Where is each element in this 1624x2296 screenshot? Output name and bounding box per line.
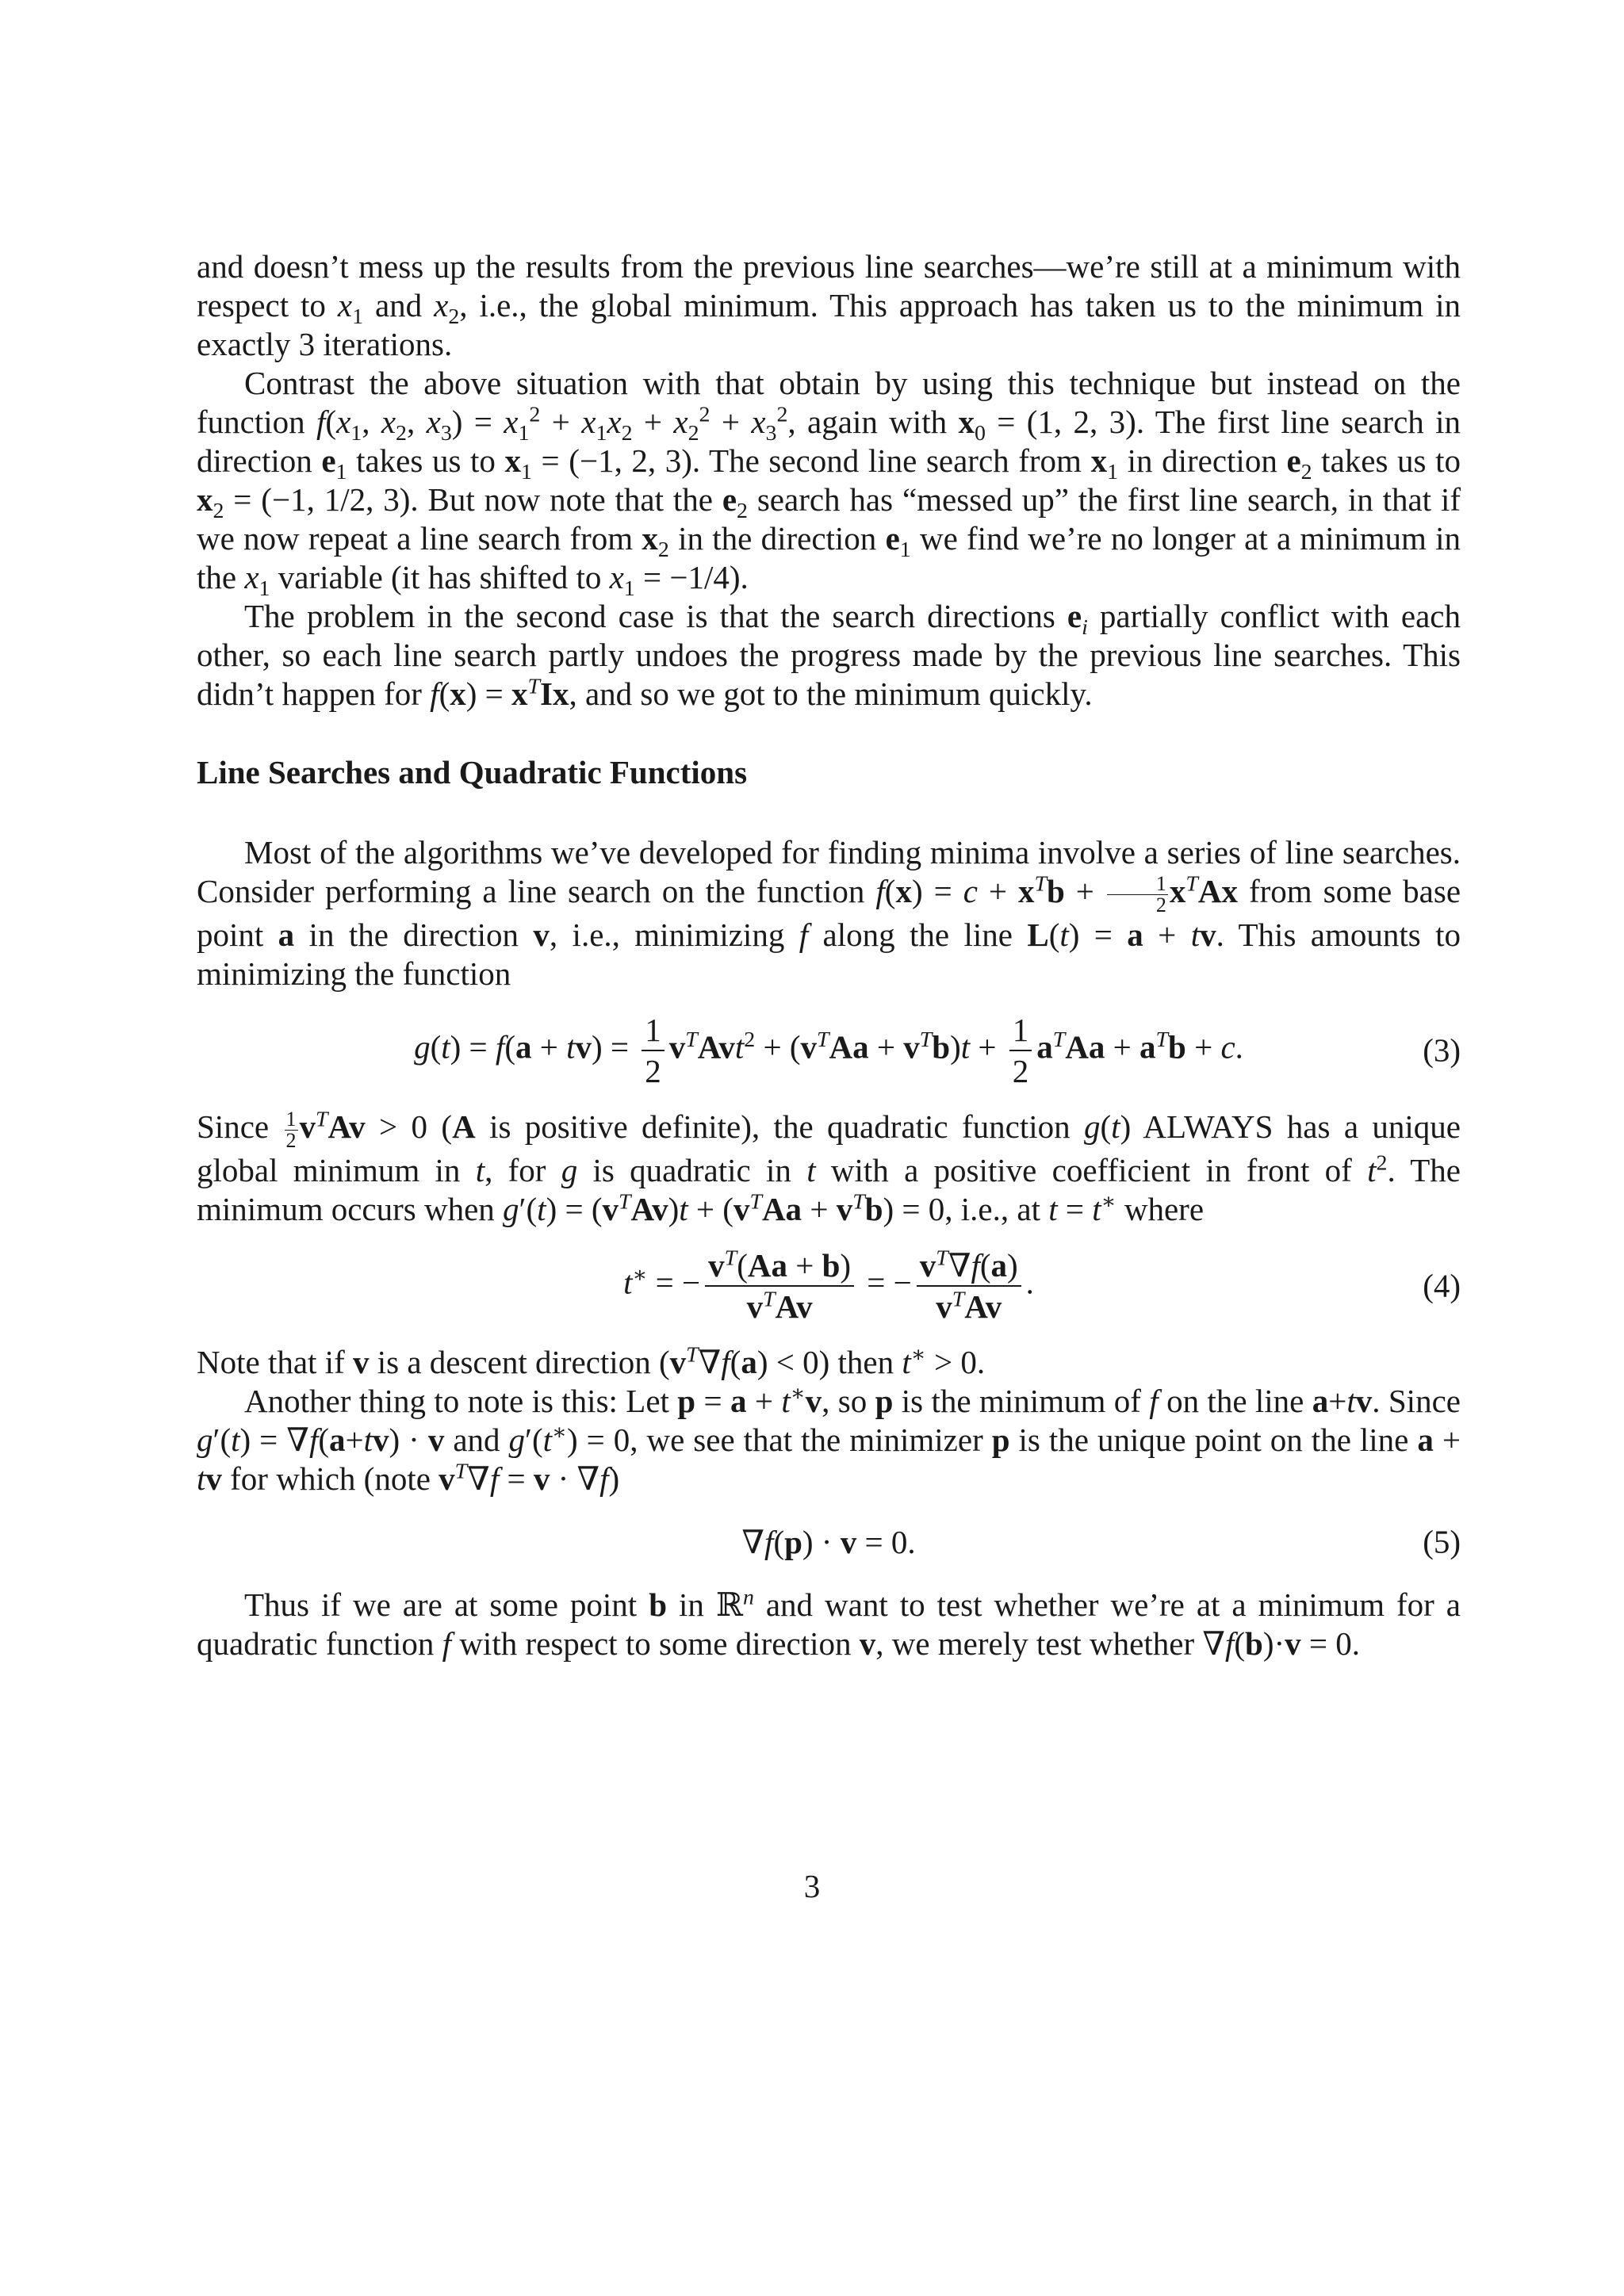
equation-3-number: (3) <box>1423 1031 1461 1069</box>
page-body <box>197 247 1461 1663</box>
paragraph-6: Note that if v is a descent direction $(v^T\nabla f(a) < 0)$ then t∗ > 0. <box>197 1342 986 1381</box>
equation-3: g(t) = f(a + tv) = $\frac{1}{2}$ $v^TAvt^2 + (v^TAa + v^Tb)t$ + $\frac{1}{2}$ $a^TAa + a^Tb + c$. (3) <box>414 1012 1461 1090</box>
paragraph-3: The problem in the second case is that the search directions $e_i$ partially conflict with each other, so each line search partly undoes the progress made by the previous line searches. This didn’t happen for $f(x) = x^TIx$, and so we got to the minimum quickly. <box>197 598 1461 712</box>
paragraph-5: Since $\frac{1}{2}$ $v^TAv > 0$ (A is positive definite), the quadratic function g(t) ALWAYS has a unique global minimum in t, for g is quadratic in t with a positive coefficient in front of $t^2$. The minimum occurs when $g'(t) = (v^TAv)t + (v^TAa + v^Tb) = 0$, i.e., at t = t∗ where <box>197 1107 1461 1228</box>
equation-4-number: (4) <box>1423 1267 1461 1304</box>
paragraph-1: and doesn’t mess up the results from the previous line searches—we’re still at a minimum with respect to $x_1$ and $x_2$, i.e., the global minimum. This approach has taken us to the minimum in exactly 3 iterations. <box>197 248 1461 362</box>
equation-5: ∇f(p) · v = 0. (5) <box>741 1523 1461 1560</box>
equation-5-number: (5) <box>1423 1523 1461 1560</box>
paragraph-8: Thus if we are at some point b in ℝ$^n$ and want to test whether we’re at a minimum for a quadratic function f with respect to some direction v, we merely test whether ∇f(b)·v = 0. <box>197 1585 1461 1663</box>
page-number: 3 <box>803 1868 821 1904</box>
equation-4: t∗ = − $\frac{v^T(Aa + b)}{v^TAv}$ = − $\frac{v^T\nabla f(a)}{v^TAv}$ . (4) <box>623 1246 1461 1326</box>
section-heading: Line Searches and Quadratic Functions <box>197 754 748 790</box>
paragraph-2: Contrast the above situation with that obtain by using this technique but instead on the function $f(x_1$, $x_2$, $x_3) = x_1^2 + x_1x_2 + x_2^2 + x_3^2$, again with $x_0 = (1$, 2, 3). The first line search in direction $e_1$ takes us to $x_1 = (-1$, 2, 3). The second line search from $x_1$ in direction $e_2$ takes us to $x_2 = (-1$, 1/2, 3). But now note that the $e_2$ search has “messed up” the first line search, in that if we now repeat a line search from $x_2$ in the direction $e_1$ we find we’re no longer at a minimum in the $x_1$ variable (it has shifted to $x_1 = -1/4$). <box>197 365 1461 602</box>
paragraph-7: Another thing to note is this: Let p = a + t∗v, so p is the minimum of f on the line a+tv. Since g′(t) = ∇f(a+tv) · v and g′(t∗) = 0, we see that the minimizer p is the unique point on the line a + tv for which (note $v^T\nabla f = v \cdot \nabla f$) <box>197 1381 1461 1498</box>
paragraph-4: Most of the algorithms we’ve developed for finding minima involve a series of line searches. Consider performing a line search on the function $f(x) = c + x^Tb$ + $\frac{1}{2}$ $x^TAx$ from some base point a in the direction v, i.e., minimizing f along the line L(t) = a + tv. This amounts to minimizing the function <box>197 834 1461 993</box>
